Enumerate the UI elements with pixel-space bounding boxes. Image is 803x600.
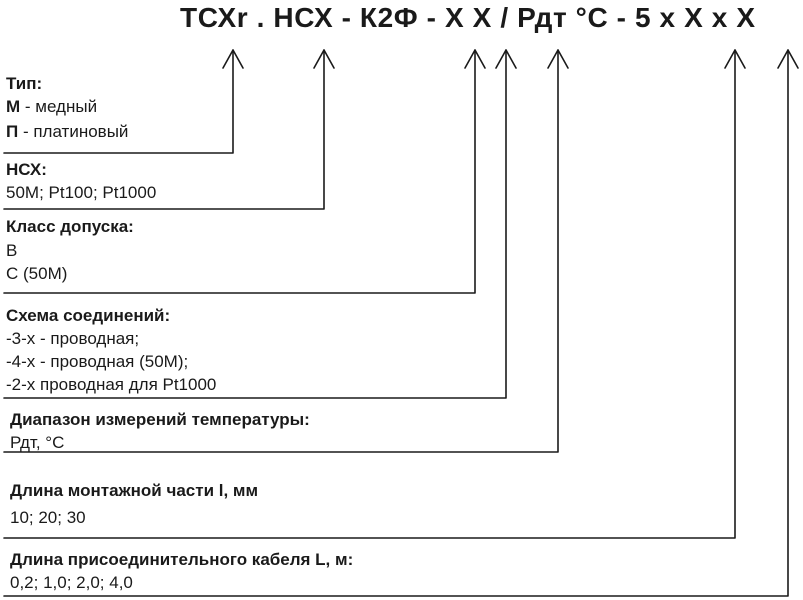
code-part-type: ТСХr — [180, 2, 249, 33]
mount-length-value: 10; 20; 30 — [10, 508, 86, 527]
cable-length-value: 0,2; 1,0; 2,0; 4,0 — [10, 573, 133, 592]
nsx-value: 50М; Pt100; Pt1000 — [6, 183, 157, 202]
code-separator: / — [491, 2, 518, 33]
tolerance-item: С (50М) — [6, 264, 68, 283]
code-part-k2f: К2Ф — [359, 2, 419, 33]
connector-tolerance — [4, 50, 475, 293]
code-separator: - — [418, 2, 445, 33]
scheme-item: -3-х - проводная; — [6, 329, 140, 348]
code-separator: х — [651, 2, 685, 33]
code-part-range: Рдт °С — [517, 2, 609, 33]
scheme-item: -2-х проводная для Pt1000 — [6, 375, 217, 394]
type-key: М — [6, 97, 21, 116]
cable-length-title: Длина присоединительного кабеля L, м: — [10, 550, 354, 569]
nsx-title: НСХ: — [6, 160, 47, 179]
code-part-scheme: Х — [472, 2, 492, 33]
mount-length-title: Длина монтажной части l, мм — [10, 481, 259, 500]
tolerance-title: Класс допуска: — [6, 217, 134, 236]
type-title: Тип: — [6, 74, 43, 93]
code-separator: . — [248, 2, 274, 33]
code-part-cable-length: Х — [736, 2, 756, 33]
range-title: Диапазон измерений температуры: — [10, 410, 310, 429]
type-item-platinum — [6, 121, 128, 142]
code-separator: х — [703, 2, 737, 33]
type-desc: - медный — [20, 97, 98, 116]
type-desc: - платиновый — [18, 122, 129, 141]
scheme-title: Схема соединений: — [6, 306, 171, 325]
range-value: Рдт, °С — [10, 433, 65, 452]
code-part-5: 5 — [634, 2, 652, 33]
tolerance-item: В — [6, 241, 18, 260]
scheme-item: -4-х - проводная (50М); — [6, 352, 189, 371]
code-separator: - — [333, 2, 360, 33]
code-part-tolerance: Х — [444, 2, 465, 33]
type-key: П — [6, 122, 19, 141]
type-item-copper — [6, 96, 97, 117]
code-separator: - — [608, 2, 635, 33]
code-part-nsx: НСХ — [273, 2, 334, 33]
code-part-mount-length: Х — [684, 2, 704, 33]
